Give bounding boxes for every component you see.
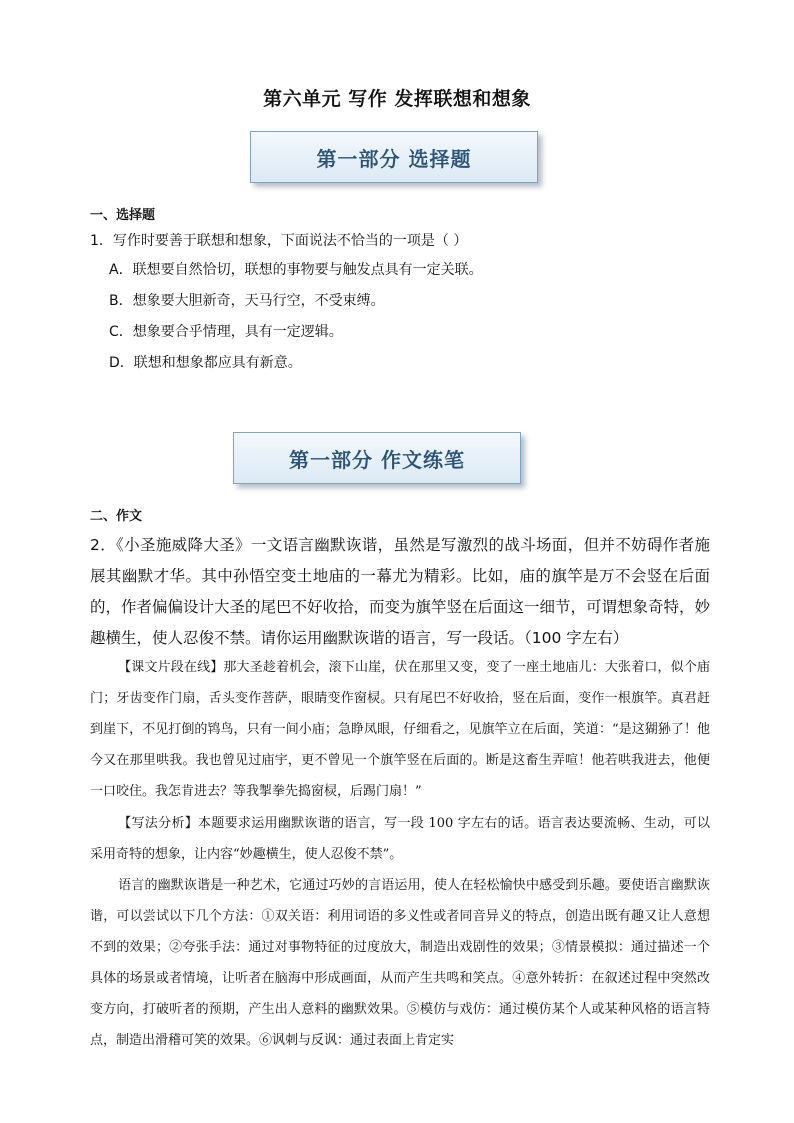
guidance-text: 语言的幽默诙谐是一种艺术，它通过巧妙的言语运用，使人在轻松愉快中感受到乐趣。要使语言幽默诙谐，可以尝试以下几个方法：①双关语：利用词语的多义性或者同音异义的特点，创造出既有趣又让人意想不到的效果；②夸张手法：通过对事物特征的过度放大，制造出戏剧性的效果；③情景模拟：通过描述一个具体的场景或者情境，让听者在脑海中形成画面，从而产生共鸣和笑点。④意外转折：在叙述过程中突然改变方向，打破听者的预期，产生出人意料的幽默效果。⑤模仿与戏仿：通过模仿某个人或某种风格的语言特点，制造出滑稽可笑的效果。⑥讽刺与反讽：通过表面上肯定实 bbox=[90, 878, 710, 1048]
excerpt-paragraph bbox=[90, 652, 710, 807]
part2-banner bbox=[233, 432, 521, 484]
option-d: D．联想和想象都应具有新意。 bbox=[109, 355, 302, 371]
question-2-stem: 2．《小圣施威降大圣》一文语言幽默诙谐，虽然是写激烈的战斗场面，但并不妨碍作者施展其幽默才华。其中孙悟空变土地庙的一幕尤为精彩。比如，庙的旗竿是万不会竖在后面的，作者偏偏设计大圣的尾巴不好收拾，而变为旗竿竖在后面这一细节，可谓想象奇特，妙趣横生，使人忍俊不禁。请你运用幽默诙谐的语言，写一段话。（100 字左右） bbox=[90, 536, 711, 647]
section-heading-essay: 二、作文 bbox=[90, 509, 143, 524]
question-1-options bbox=[109, 262, 483, 386]
option-c: C．想象要合乎情理，具有一定逻辑。 bbox=[109, 324, 343, 340]
section-heading-choice: 一、选择题 bbox=[90, 208, 156, 223]
option-a: A．联想要自然恰切，联想的事物要与触发点具有一定关联。 bbox=[109, 262, 483, 278]
analysis-paragraph bbox=[90, 808, 710, 870]
part1-banner-label: 第一部分 选择题 bbox=[316, 146, 472, 171]
question-2-stem-block bbox=[90, 530, 710, 654]
question-1-stem: 1．写作时要善于联想和想象，下面说法不恰当的一项是（ ） bbox=[90, 233, 468, 249]
option-b: B．想象要大胆新奇，天马行空，不受束缚。 bbox=[109, 293, 385, 309]
analysis-text: 【写法分析】本题要求运用幽默诙谐的语言，写一段 100 字左右的话。语言表达要流畅、生动，可以采用奇特的想象，让内容“妙趣横生，使人忍俊不禁”。 bbox=[90, 816, 710, 862]
guidance-paragraph bbox=[90, 870, 710, 1056]
part1-banner bbox=[250, 131, 538, 183]
document-title: 第六单元 写作 发挥联想和想象 bbox=[263, 88, 531, 110]
part2-banner-label: 第一部分 作文练笔 bbox=[289, 447, 465, 472]
excerpt-text: 【课文片段在线】那大圣趁着机会，滚下山崖，伏在那里又变，变了一座土地庙儿：大张着口，似个庙门；牙齿变作门扇，舌头变作菩萨，眼睛变作窗棂。只有尾巴不好收拾，竖在后面，变作一根旗竿。真君赶到崖下，不见打倒的鸨鸟，只有一间小庙；急睁凤眼，仔细看之，见旗竿立在后面，笑道：“是这猢狲了！他今又在那里哄我。我也曾见过庙宇，更不曾见一个旗竿竖在后面的。断是这畜生弄喧！他若哄我进去，他便一口咬住。我怎肯进去？等我掣拳先捣窗棂，后踢门扇！” bbox=[90, 660, 710, 799]
